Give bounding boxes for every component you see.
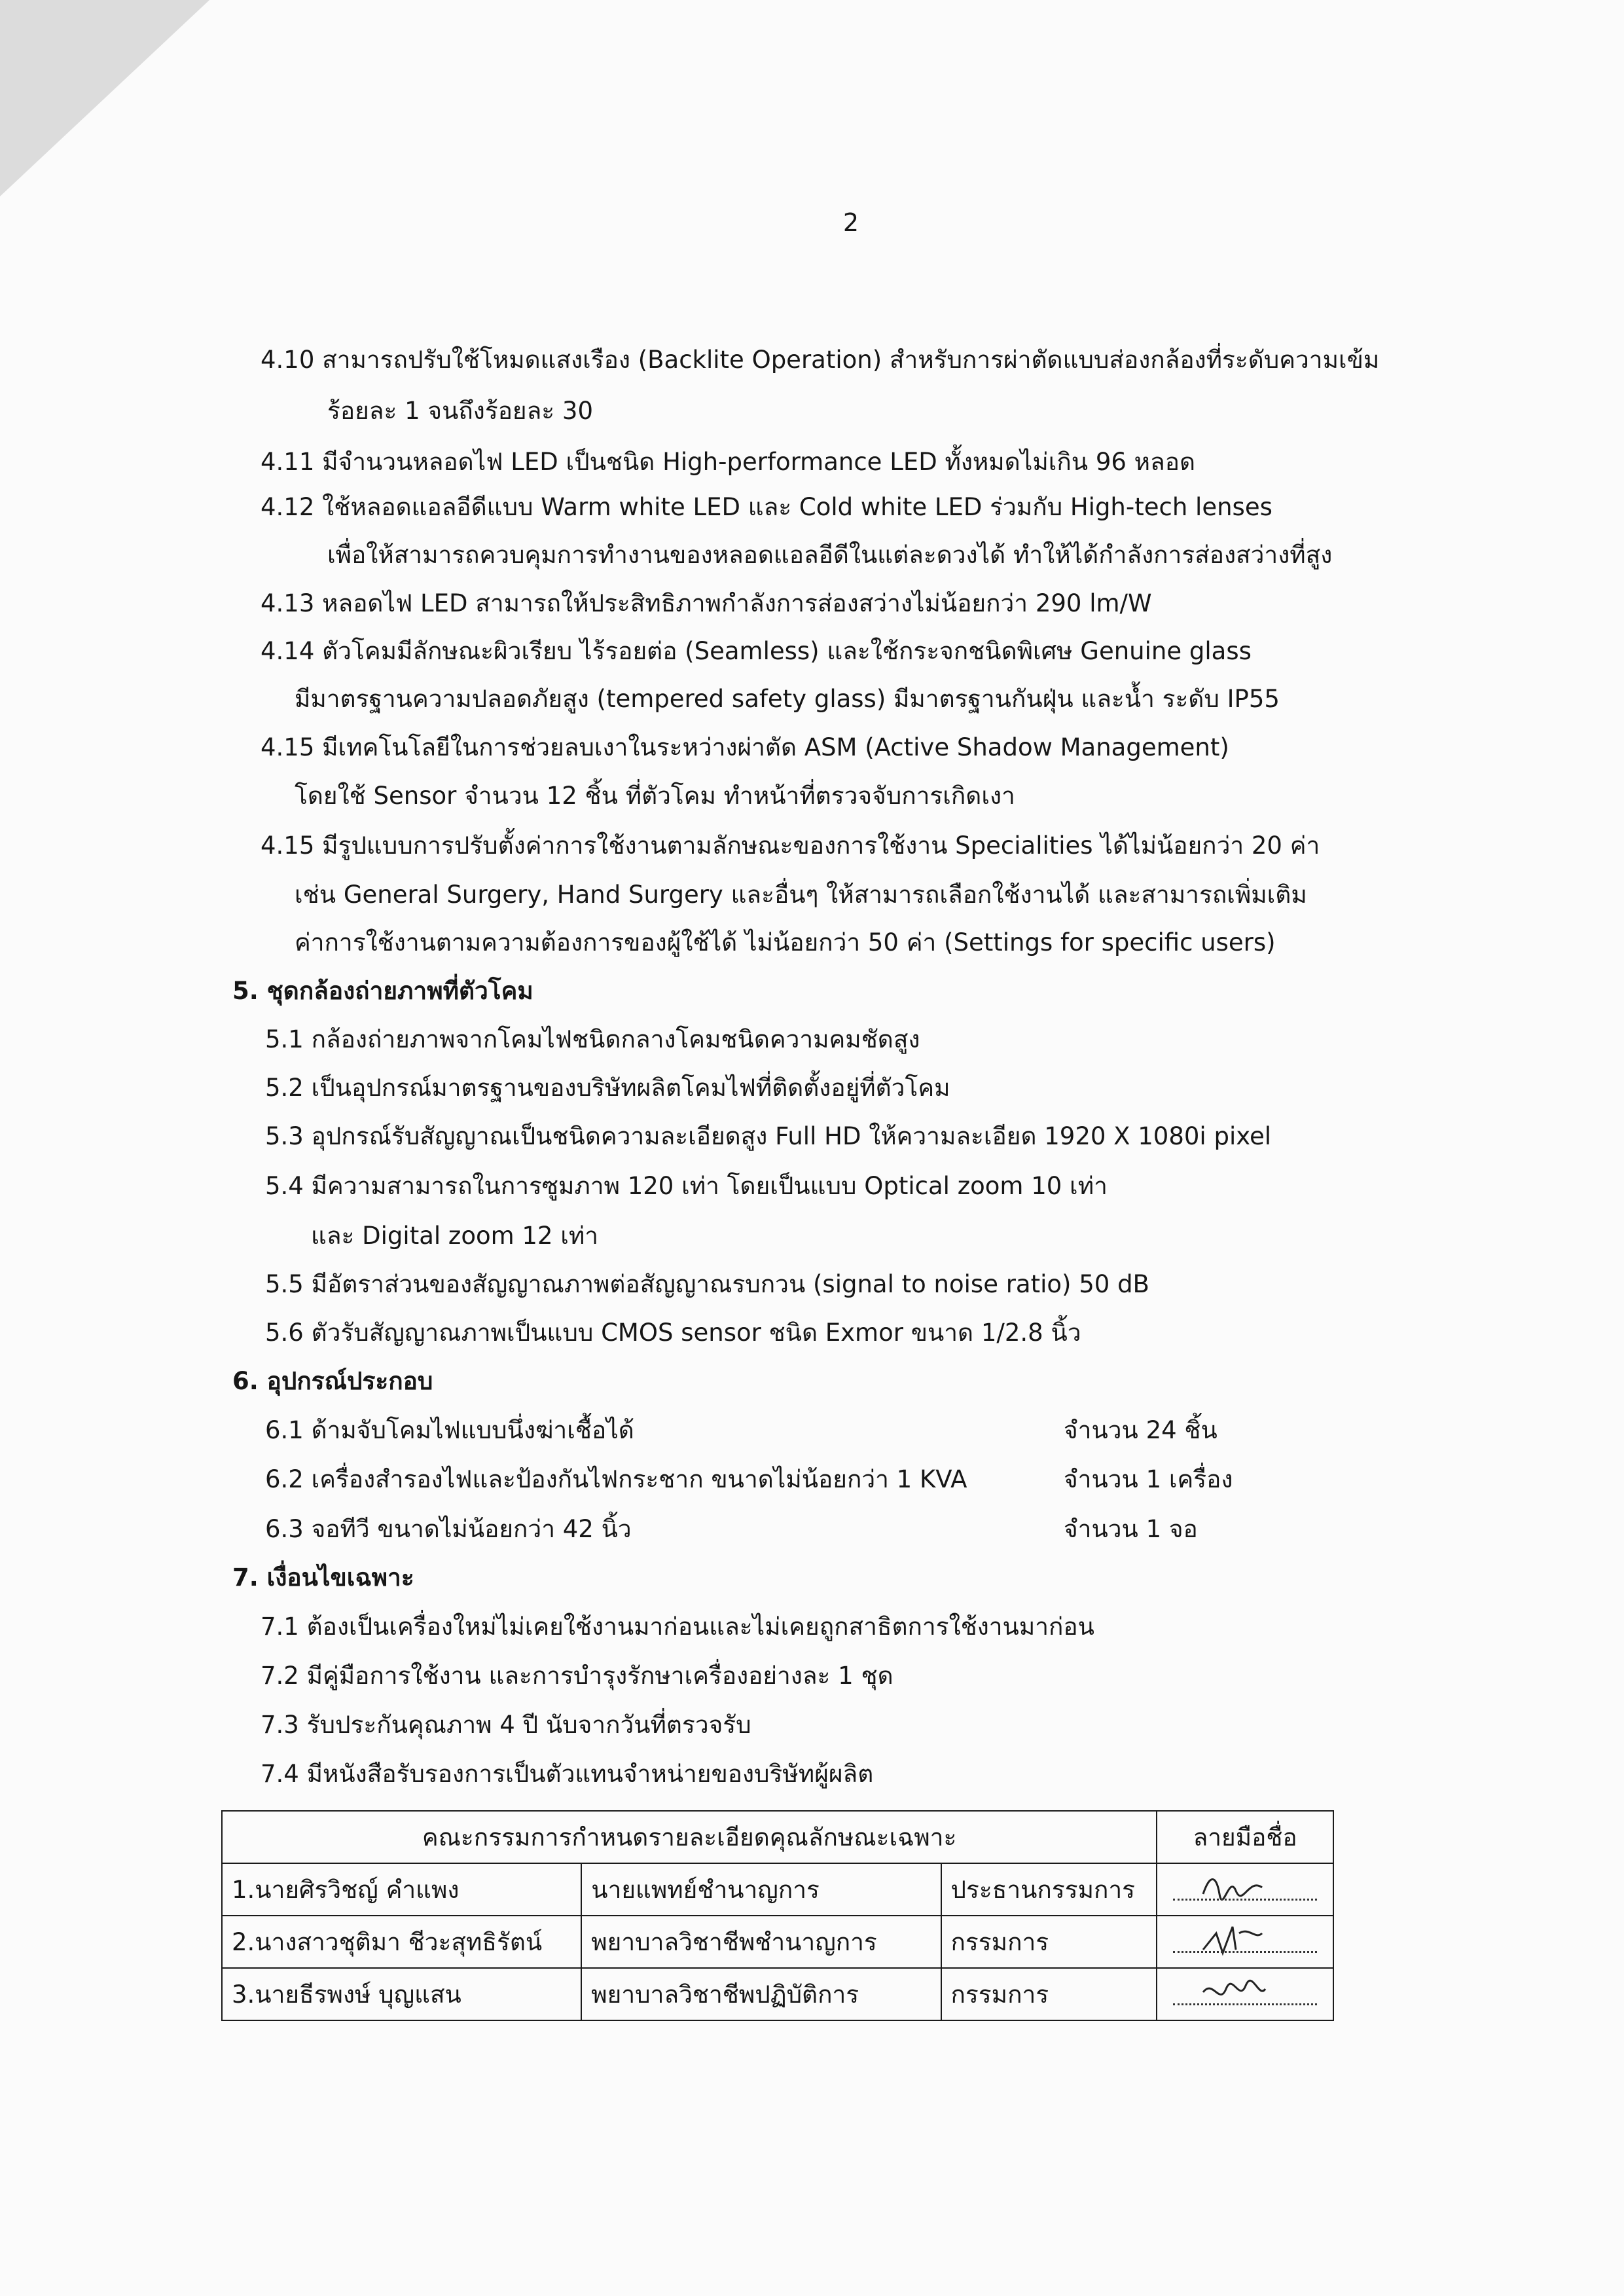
section-5-heading: 5. ชุดกล้องถ่ายภาพที่ตัวโคม xyxy=(232,977,533,1005)
signature-line xyxy=(1173,1951,1317,1953)
accessory-6-3 xyxy=(265,1510,1509,1549)
condition-7-4: 7.4 มีหนังสือรับรองการเป็นตัวแทนจำหน่ายของบริษัทผู้ผลิต xyxy=(261,1760,874,1788)
accessory-6-1 xyxy=(265,1411,1509,1450)
committee-table xyxy=(221,1810,1334,2021)
page-number: 2 xyxy=(842,208,859,237)
member-role: กรรมการ xyxy=(941,1916,1157,1968)
signature-line xyxy=(1173,2003,1317,2005)
condition-7-1: 7.1 ต้องเป็นเครื่องใหม่ไม่เคยใช้งานมาก่อนและไม่เคยถูกสาธิตการใช้งานมาก่อน xyxy=(261,1613,1094,1641)
spec-5-4-cont: และ Digital zoom 12 เท่า xyxy=(311,1222,599,1250)
member-position: พยาบาลวิชาชีพปฏิบัติการ xyxy=(581,1968,941,2020)
spec-5-3: 5.3 อุปกรณ์รับสัญญาณเป็นชนิดความละเอียดสูง Full HD ให้ความละเอียด 1920 X 1080i pixel xyxy=(265,1122,1272,1150)
signature-mark-2 xyxy=(1197,1920,1269,1959)
spec-4-12-cont: เพื่อให้สามารถควบคุมการทำงานของหลอดแอลอีดีในแต่ละดวงได้ ทำให้ได้กำลังการส่องสว่างที่สูง xyxy=(327,541,1333,569)
table-row xyxy=(222,1863,1333,1916)
accessory-6-3-qty: จำนวน 1 จอ xyxy=(1064,1515,1198,1543)
member-name: 2.นางสาวชุติมา ชีวะสุทธิรัตน์ xyxy=(222,1916,581,1968)
spec-5-4: 5.4 มีความสามารถในการซูมภาพ 120 เท่า โดยเป็นแบบ Optical zoom 10 เท่า xyxy=(265,1172,1108,1200)
spec-5-6: 5.6 ตัวรับสัญญาณภาพเป็นแบบ CMOS sensor ชนิด Exmor ขนาด 1/2.8 นิ้ว xyxy=(265,1319,1081,1347)
spec-4-15-settings-cont: เช่น General Surgery, Hand Surgery และอื่นๆ ให้สามารถเลือกใช้งานได้ และสามารถเพิ่มเติม xyxy=(295,881,1307,909)
signature-mark-3 xyxy=(1197,1973,1269,2012)
table-row xyxy=(222,1968,1333,2020)
spec-4-14-cont: มีมาตรฐานความปลอดภัยสูง (tempered safety glass) มีมาตรฐานกันฝุ่น และน้ำ ระดับ IP55 xyxy=(295,685,1280,713)
accessory-6-3-text: 6.3 จอทีวี ขนาดไม่น้อยกว่า 42 นิ้ว xyxy=(265,1515,632,1543)
signature-cell xyxy=(1157,1968,1333,2020)
spec-4-10-cont: ร้อยละ 1 จนถึงร้อยละ 30 xyxy=(327,397,593,425)
signature-line xyxy=(1173,1899,1317,1901)
member-position: พยาบาลวิชาชีพชำนาญการ xyxy=(581,1916,941,1968)
condition-7-2: 7.2 มีคู่มือการใช้งาน และการบำรุงรักษาเครื่องอย่างละ 1 ชุด xyxy=(261,1662,893,1690)
page-corner-fold xyxy=(0,0,209,196)
committee-table-header xyxy=(222,1811,1333,1863)
member-role: ประธานกรรมการ xyxy=(941,1863,1157,1916)
spec-4-15-asm-cont: โดยใช้ Sensor จำนวน 12 ชิ้น ที่ตัวโคม ทำหน้าที่ตรวจจับการเกิดเงา xyxy=(295,782,1015,810)
accessory-6-1-qty: จำนวน 24 ชิ้น xyxy=(1064,1416,1218,1444)
spec-4-13: 4.13 หลอดไฟ LED สามารถให้ประสิทธิภาพกำลังการส่องสว่างไม่น้อยกว่า 290 lm/W xyxy=(261,589,1152,617)
committee-header: คณะกรรมการกำหนดรายละเอียดคุณลักษณะเฉพาะ xyxy=(222,1811,1157,1863)
accessory-6-2-qty: จำนวน 1 เครื่อง xyxy=(1064,1465,1233,1493)
spec-4-15-asm: 4.15 มีเทคโนโลยีในการช่วยลบเงาในระหว่างผ่าตัด ASM (Active Shadow Management) xyxy=(261,733,1229,761)
spec-4-14: 4.14 ตัวโคมมีลักษณะผิวเรียบ ไร้รอยต่อ (Seamless) และใช้กระจกชนิดพิเศษ Genuine glass xyxy=(261,637,1252,665)
accessory-6-2 xyxy=(265,1460,1509,1499)
accessory-6-1-text: 6.1 ด้ามจับโคมไฟแบบนึ่งฆ่าเชื้อได้ xyxy=(265,1416,634,1444)
spec-5-1: 5.1 กล้องถ่ายภาพจากโคมไฟชนิดกลางโคมชนิดความคมชัดสูง xyxy=(265,1025,920,1053)
spec-4-15-settings-cont2: ค่าการใช้งานตามความต้องการของผู้ใช้ได้ ไม่น้อยกว่า 50 ค่า (Settings for specific users) xyxy=(295,928,1276,957)
spec-4-15-settings: 4.15 มีรูปแบบการปรับตั้งค่าการใช้งานตามลักษณะของการใช้งาน Specialities ได้ไม่น้อยกว่า 20 ค่า xyxy=(261,831,1320,860)
spec-5-5: 5.5 มีอัตราส่วนของสัญญาณภาพต่อสัญญาณรบกวน (signal to noise ratio) 50 dB xyxy=(265,1270,1149,1298)
signature-cell xyxy=(1157,1916,1333,1968)
member-role: กรรมการ xyxy=(941,1968,1157,2020)
spec-4-12: 4.12 ใช้หลอดแอลอีดีแบบ Warm white LED และ Cold white LED ร่วมกับ High-tech lenses xyxy=(261,493,1272,521)
condition-7-3: 7.3 รับประกันคุณภาพ 4 ปี นับจากวันที่ตรวจรับ xyxy=(261,1711,751,1739)
member-name: 3.นายธีรพงษ์ บุญแสน xyxy=(222,1968,581,2020)
accessory-6-2-text: 6.2 เครื่องสำรองไฟและป้องกันไฟกระชาก ขนาดไม่น้อยกว่า 1 KVA xyxy=(265,1465,967,1493)
section-6-heading: 6. อุปกรณ์ประกอบ xyxy=(232,1367,433,1395)
spec-4-11: 4.11 มีจำนวนหลอดไฟ LED เป็นชนิด High-performance LED ทั้งหมดไม่เกิน 96 หลอด xyxy=(261,448,1195,476)
section-7-heading: 7. เงื่อนไขเฉพาะ xyxy=(232,1563,414,1592)
table-row xyxy=(222,1916,1333,1968)
spec-5-2: 5.2 เป็นอุปกรณ์มาตรฐานของบริษัทผลิตโคมไฟที่ติดตั้งอยู่ที่ตัวโคม xyxy=(265,1074,950,1102)
member-name: 1.นายศิรวิชญ์ คำแพง xyxy=(222,1863,581,1916)
signature-header: ลายมือชื่อ xyxy=(1157,1811,1333,1863)
signature-cell xyxy=(1157,1863,1333,1916)
spec-4-10: 4.10 สามารถปรับใช้โหมดแสงเรือง (Backlite Operation) สำหรับการผ่าตัดแบบส่องกล้องที่ระดับความเข้ม xyxy=(261,346,1380,374)
signature-mark-1 xyxy=(1197,1868,1269,1907)
member-position: นายแพทย์ชำนาญการ xyxy=(581,1863,941,1916)
